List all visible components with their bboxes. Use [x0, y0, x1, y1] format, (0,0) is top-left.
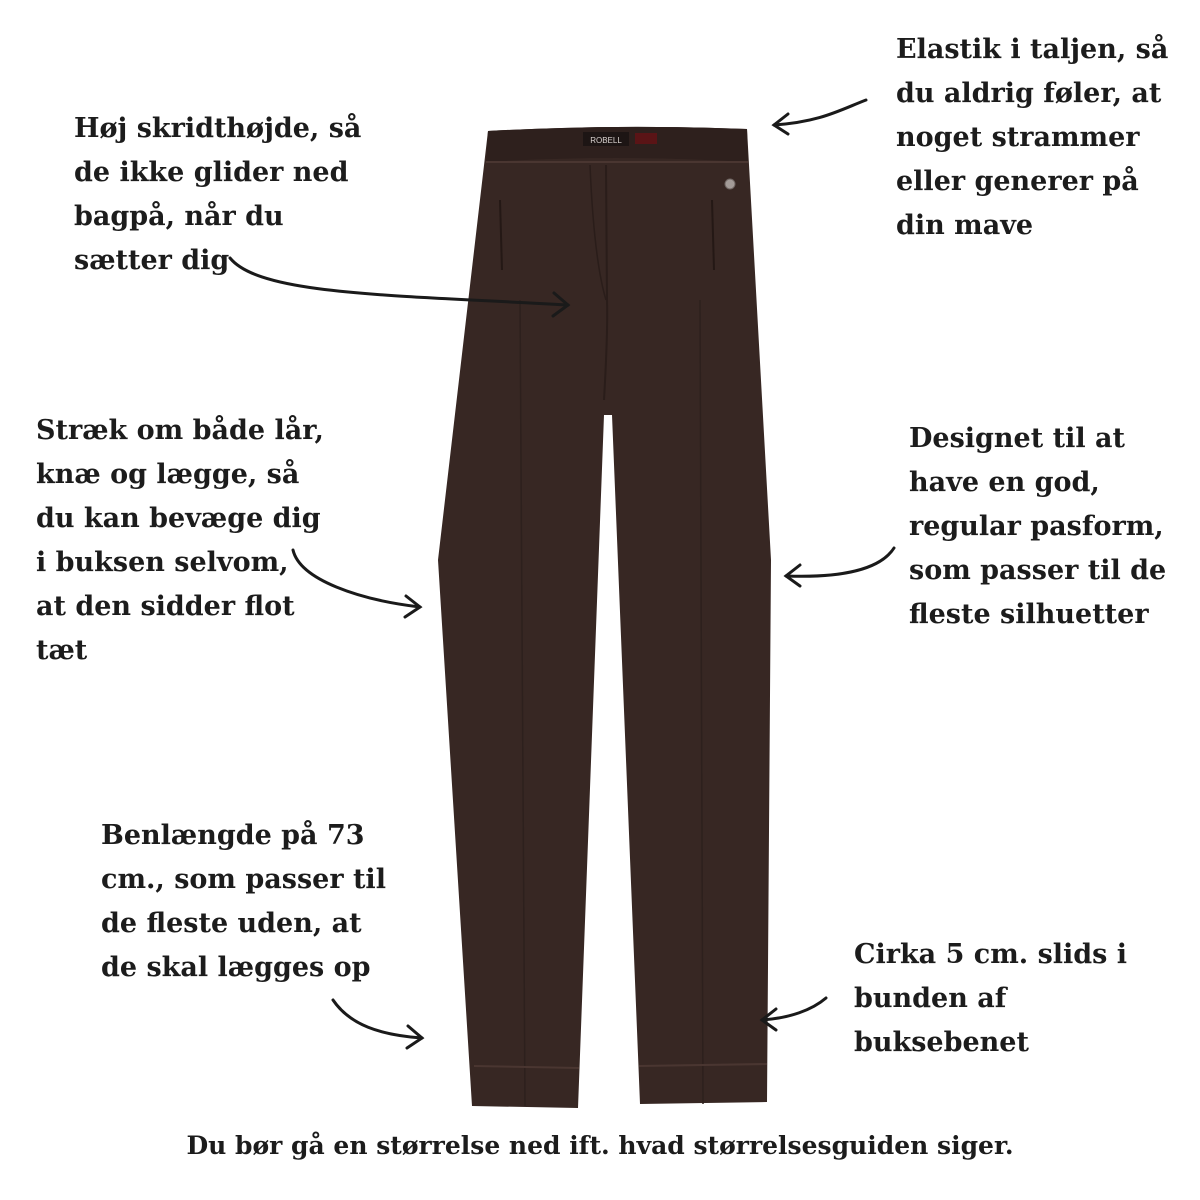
trousers-shape — [438, 127, 771, 1108]
waist-button — [725, 179, 735, 189]
brand-label-text: ROBELL — [590, 136, 622, 145]
arrow-icon — [774, 100, 866, 134]
callout-stretch: Stræk om både lår, knæ og lægge, så du kan bevæge dig i buksen selvom, at den sidder flot tæt — [36, 415, 324, 666]
arrow-icon — [762, 998, 826, 1030]
callout-leg-length: Benlængde på 73 cm., som passer til de fleste uden, at de skal lægges op — [101, 820, 386, 983]
callout-slit: Cirka 5 cm. slids i bunden af buksebenet — [854, 939, 1128, 1058]
arrow-icon — [333, 1000, 422, 1048]
size-tag — [635, 133, 657, 144]
size-advice: Du bør gå en størrelse ned ift. hvad størrelsesguiden siger. — [186, 1131, 1014, 1160]
callout-fit: Designet til at have en god, regular pasform, som passer til de fleste silhuetter — [909, 423, 1167, 630]
arrow-icon — [786, 548, 894, 586]
callout-rise: Høj skridthøjde, så de ikke glider ned bagpå, når du sætter dig — [74, 113, 362, 276]
callout-waist: Elastik i taljen, så du aldrig føler, at noget strammer eller generer på din mave — [896, 34, 1169, 241]
